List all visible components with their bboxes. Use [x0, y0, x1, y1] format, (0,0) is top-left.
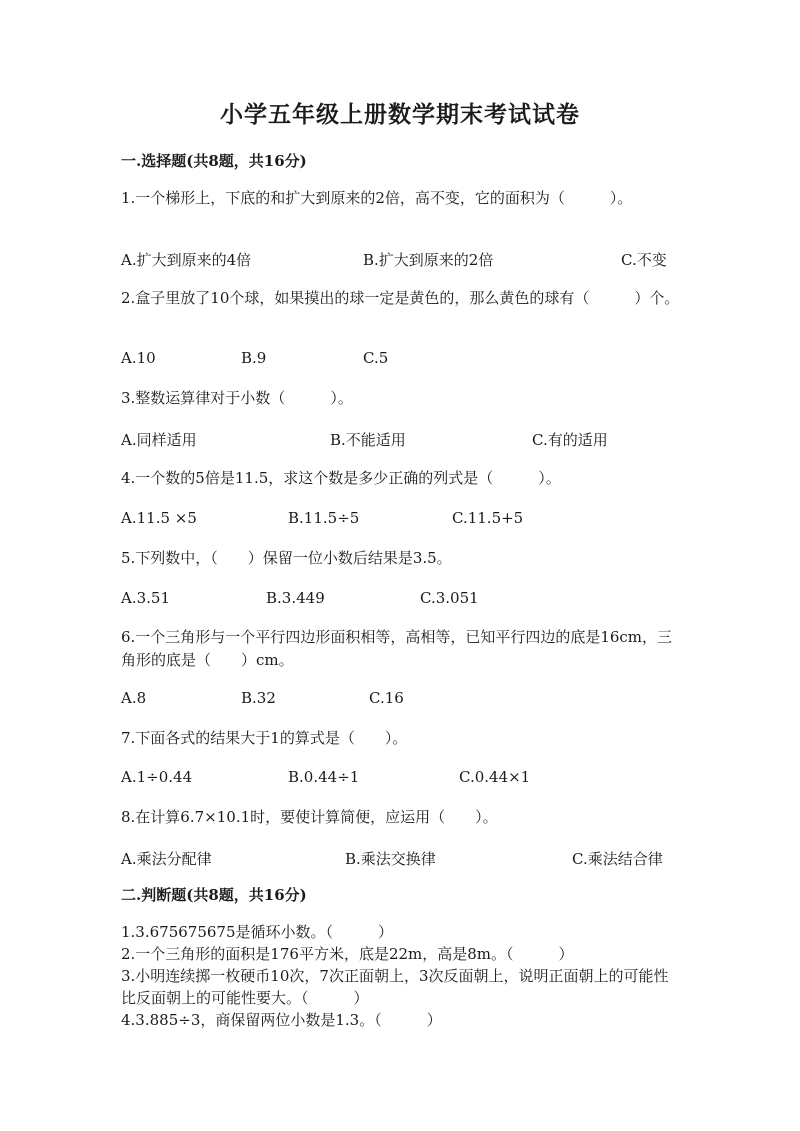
section-heading-choice: 一.选择题(共8题，共16分) — [121, 152, 307, 170]
question-6: 6.一个三角形与一个平行四边形面积相等，高相等，已知平行四边的底是16cm，三角形的底是（ ）cm。 — [121, 628, 673, 669]
q3-option-a: A.同样适用 — [121, 431, 197, 449]
tf-item-1: 1.3.675675675是循环小数。（ ） — [121, 923, 394, 941]
tf-item-2: 2.一个三角形的面积是176平方米，底是22m，高是8m。（ ） — [121, 945, 574, 963]
q7-option-b: B.0.44÷1 — [288, 768, 360, 786]
q5-option-b: B.3.449 — [266, 589, 325, 607]
q6-option-b: B.32 — [241, 689, 276, 707]
q4-option-b: B.11.5÷5 — [288, 509, 360, 527]
q2-option-b: B.9 — [241, 349, 267, 367]
question-2: 2.盒子里放了10个球，如果摸出的球一定是黄色的，那么黄色的球有（ ）个。 — [121, 289, 680, 307]
page-title: 小学五年级上册数学期末考试试卷 — [220, 101, 580, 128]
question-3: 3.整数运算律对于小数（ ）。 — [121, 389, 353, 407]
q7-option-c: C.0.44×1 — [459, 768, 531, 786]
tf-item-4: 4.3.885÷3，商保留两位小数是1.3。（ ） — [121, 1011, 442, 1029]
q5-option-c: C.3.051 — [420, 589, 479, 607]
q3-option-c: C.有的适用 — [532, 431, 608, 449]
q1-option-b: B.扩大到原来的2倍 — [363, 251, 494, 269]
q1-option-c: C.不变 — [621, 251, 667, 269]
section-heading-true-false: 二.判断题(共8题，共16分) — [121, 886, 307, 904]
q2-option-c: C.5 — [363, 349, 389, 367]
q5-option-a: A.3.51 — [121, 589, 170, 607]
q2-option-a: A.10 — [121, 349, 156, 367]
q7-option-a: A.1÷0.44 — [121, 768, 193, 786]
q8-option-a: A.乘法分配律 — [121, 850, 212, 868]
q8-option-c: C.乘法结合律 — [572, 850, 663, 868]
q8-option-b: B.乘法交换律 — [345, 850, 436, 868]
q6-option-c: C.16 — [369, 689, 404, 707]
q4-option-c: C.11.5+5 — [452, 509, 524, 527]
q1-option-a: A.扩大到原来的4倍 — [121, 251, 252, 269]
question-7: 7.下面各式的结果大于1的算式是（ ）。 — [121, 729, 408, 747]
q6-option-a: A.8 — [121, 689, 147, 707]
question-8: 8.在计算6.7×10.1时，要使计算简便，应运用（ ）。 — [121, 808, 498, 826]
question-5: 5.下列数中，（ ）保留一位小数后结果是3.5。 — [121, 549, 452, 567]
q3-option-b: B.不能适用 — [330, 431, 406, 449]
tf-item-3: 3.小明连续掷一枚硬币10次，7次正面朝上，3次反面朝上，说明正面朝上的可能性比反面朝上的可能性要大。（ ） — [121, 967, 669, 1007]
question-4: 4.一个数的5倍是11.5，求这个数是多少正确的列式是（ ）。 — [121, 469, 561, 487]
question-1: 1.一个梯形上，下底的和扩大到原来的2倍，高不变，它的面积为（ ）。 — [121, 189, 633, 207]
q4-option-a: A.11.5 ×5 — [121, 509, 197, 527]
